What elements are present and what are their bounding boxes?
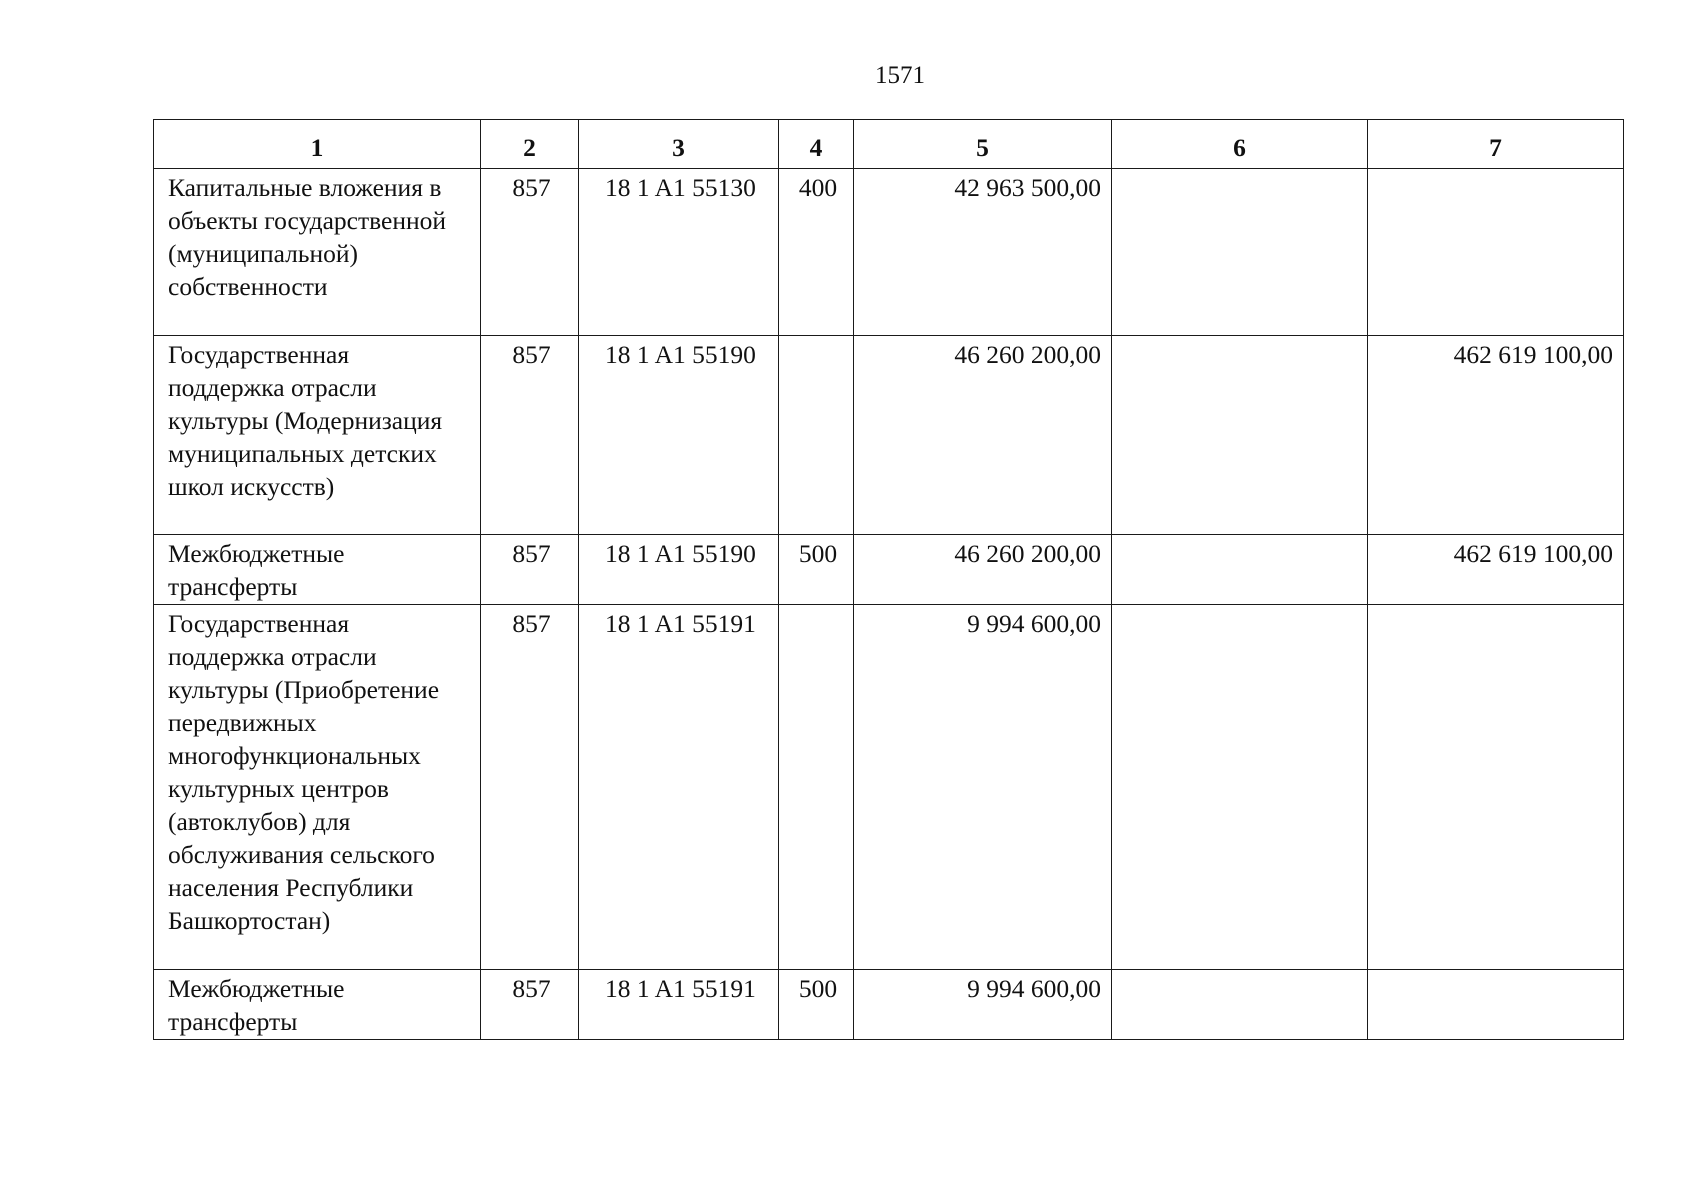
row-col6 (1112, 535, 1368, 605)
row-name: Государственная поддержка отрасли культуры (Приобретение передвижных многофункциональных культурных центров (автоклубов) для обслуживания сельского населения Республики Башкортостан) (154, 605, 481, 970)
table-row (154, 535, 1624, 605)
row-col3: 18 1 A1 55191 (579, 970, 779, 1040)
page-number: 1571 (875, 62, 925, 89)
row-name: Межбюджетные трансферты (154, 970, 481, 1040)
row-col7 (1368, 605, 1624, 970)
row-col7 (1368, 970, 1624, 1040)
table-row (154, 169, 1624, 336)
row-col6 (1112, 169, 1368, 336)
budget-table (153, 119, 1624, 1040)
row-col7: 462 619 100,00 (1368, 535, 1624, 605)
row-col3: 18 1 A1 55190 (579, 336, 779, 535)
row-col3: 18 1 A1 55190 (579, 535, 779, 605)
row-col2: 857 (481, 970, 579, 1040)
row-col5: 9 994 600,00 (854, 970, 1112, 1040)
row-col5: 46 260 200,00 (854, 535, 1112, 605)
table-row (154, 605, 1624, 970)
row-col4: 500 (779, 970, 854, 1040)
column-header-2: 2 (481, 120, 579, 169)
column-header-7: 7 (1368, 120, 1624, 169)
row-col7 (1368, 169, 1624, 336)
header-row (154, 120, 1624, 169)
column-header-6: 6 (1112, 120, 1368, 169)
row-col5: 42 963 500,00 (854, 169, 1112, 336)
table-row (154, 970, 1624, 1040)
row-col2: 857 (481, 169, 579, 336)
row-col2: 857 (481, 535, 579, 605)
row-col2: 857 (481, 605, 579, 970)
row-col6 (1112, 605, 1368, 970)
row-col6 (1112, 970, 1368, 1040)
row-name: Капитальные вложения в объекты государственной (муниципальной) собственности (154, 169, 481, 336)
column-header-3: 3 (579, 120, 779, 169)
row-col7: 462 619 100,00 (1368, 336, 1624, 535)
row-col5: 46 260 200,00 (854, 336, 1112, 535)
column-header-4: 4 (779, 120, 854, 169)
column-header-5: 5 (854, 120, 1112, 169)
row-col4: 400 (779, 169, 854, 336)
column-header-1: 1 (154, 120, 481, 169)
row-name: Государственная поддержка отрасли культуры (Модернизация муниципальных детских школ искусств) (154, 336, 481, 535)
row-col4: 500 (779, 535, 854, 605)
row-col5: 9 994 600,00 (854, 605, 1112, 970)
table-row (154, 336, 1624, 535)
row-col6 (1112, 336, 1368, 535)
row-col4 (779, 605, 854, 970)
row-col4 (779, 336, 854, 535)
row-col3: 18 1 A1 55191 (579, 605, 779, 970)
row-col3: 18 1 A1 55130 (579, 169, 779, 336)
row-name: Межбюджетные трансферты (154, 535, 481, 605)
row-col2: 857 (481, 336, 579, 535)
